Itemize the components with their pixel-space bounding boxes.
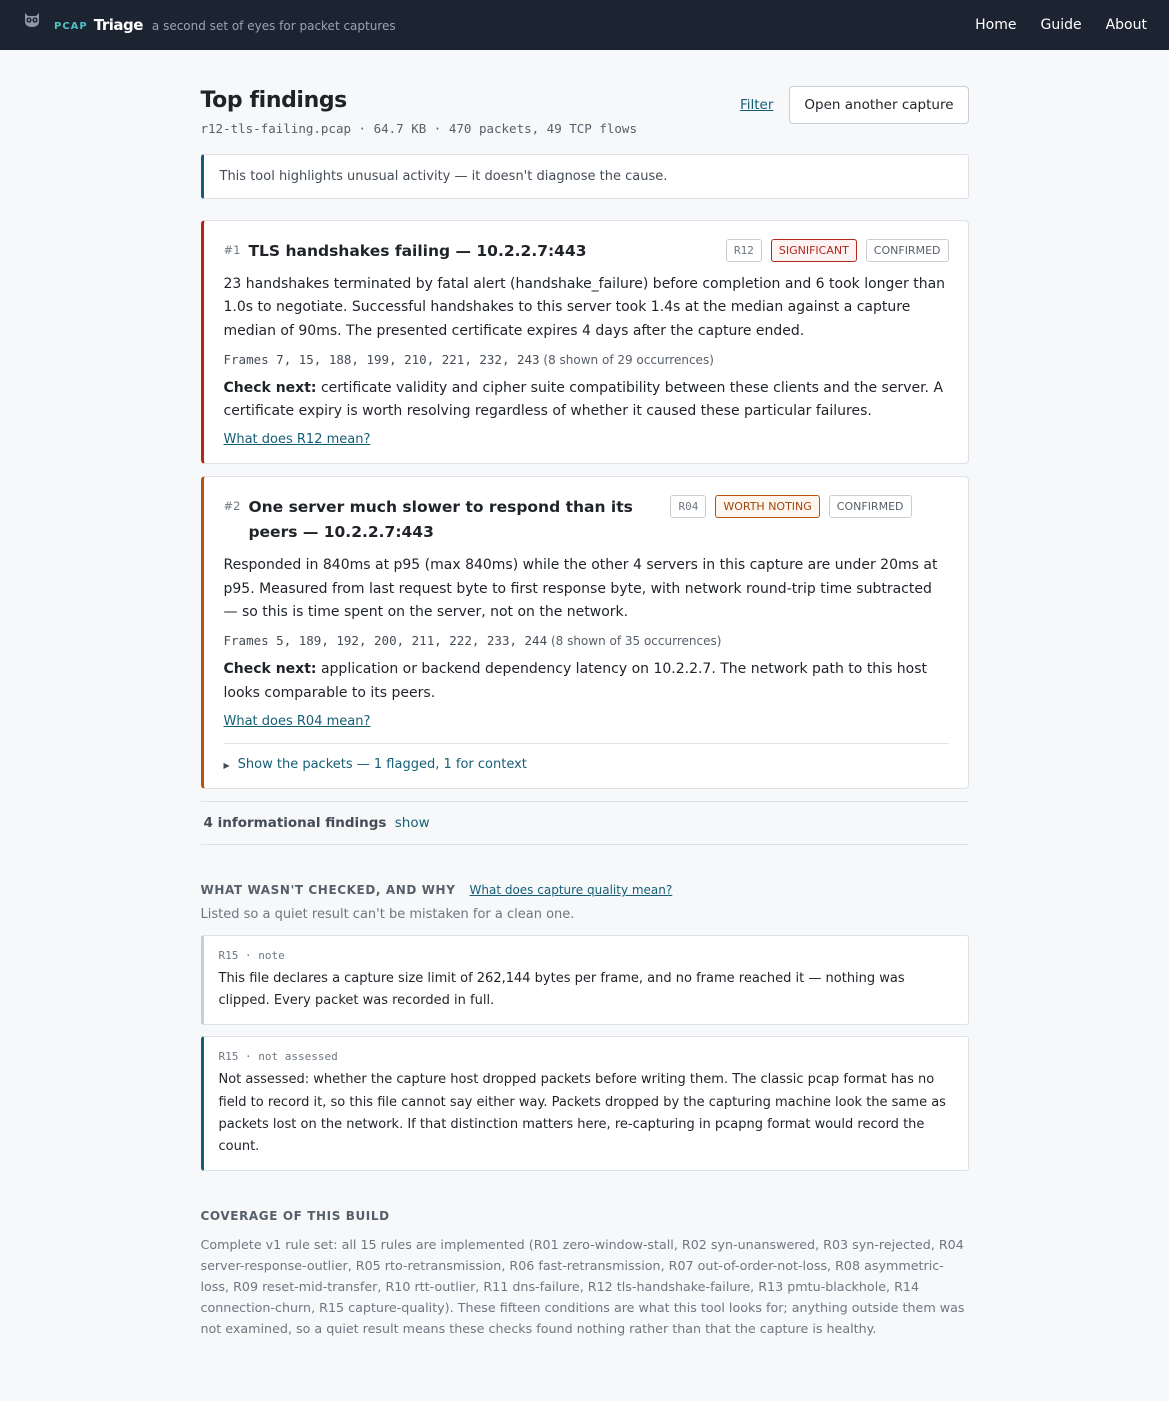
check-next-label: Check next: xyxy=(223,661,317,678)
check-next-text: application or backend dependency latency on 10.2.2.7. The network path to this host looks comparable to its peers. xyxy=(223,661,928,701)
show-packets-toggle[interactable] xyxy=(224,743,949,772)
frame-count-note: (8 shown of 29 occurrences) xyxy=(543,352,714,367)
disclaimer-notice: This tool highlights unusual activity — it doesn't diagnose the cause. xyxy=(201,154,969,199)
frame-list: Frames 7, 15, 188, 199, 210, 221, 232, 243 xyxy=(223,351,540,367)
not-checked-heading: WHAT WASN'T CHECKED, AND WHY xyxy=(200,882,456,897)
informational-findings-row xyxy=(201,801,969,845)
main-content xyxy=(201,50,969,1339)
coverage-heading: COVERAGE OF THIS BUILD xyxy=(200,1209,390,1224)
quality-note-tag: R15 · not assessed xyxy=(218,1050,338,1064)
brand-name[interactable]: Triage xyxy=(93,16,143,34)
rule-badge: R04 xyxy=(670,495,706,518)
check-next-label: Check next: xyxy=(223,379,317,396)
status-badge: CONFIRMED xyxy=(866,239,949,262)
quality-note xyxy=(201,935,969,1025)
finding-title: TLS handshakes failing — 10.2.2.7:443 xyxy=(248,242,587,260)
frame-list: Frames 5, 189, 192, 200, 211, 222, 233, 244 xyxy=(223,633,548,649)
finding-card xyxy=(201,476,969,788)
quality-note-tag: R15 · note xyxy=(218,948,285,962)
finding-card xyxy=(201,220,969,464)
capture-file-meta: r12-tls-failing.pcap · 64.7 KB · 470 packets, 49 TCP flows xyxy=(200,121,637,136)
status-badge: CONFIRMED xyxy=(829,495,912,518)
rule-meaning-link[interactable]: What does R12 mean? xyxy=(223,432,371,448)
informational-count: 4 informational findings xyxy=(203,814,387,831)
severity-badge: SIGNIFICANT xyxy=(771,239,857,262)
tagline: a second set of eyes for packet captures xyxy=(151,19,396,33)
top-nav-bar xyxy=(0,0,1169,50)
rule-badge: R12 xyxy=(726,239,762,262)
nav-guide-link[interactable]: Guide xyxy=(1040,17,1082,33)
nav-home-link[interactable]: Home xyxy=(975,17,1017,33)
coverage-text: Complete v1 rule set: all 15 rules are implemented (R01 zero-window-stall, R02 syn-unanswered, R03 syn-rejected, R04 server-response-outlier, R05 rto-retransmission, R06 fast-retransmission, R07 out-of-order-not-loss, R08 asymmetric-loss, R09 reset-mid-transfer, R10 rtt-outlier, R11 dns-failure, R12 tls-handshake-failure, R13 pmtu-blackhole, R14 connection-churn, R15 capture-quality). These fifteen conditions are what this tool looks for; anything outside them was not examined, so a quiet result means these checks found nothing rather than that the capture is healthy. xyxy=(200,1237,965,1337)
filter-link[interactable]: Filter xyxy=(739,97,774,113)
nav-about-link[interactable]: About xyxy=(1105,17,1147,33)
finding-number: #2 xyxy=(223,499,241,514)
page-title: Top findings xyxy=(200,88,347,113)
not-checked-heading-row xyxy=(201,883,969,897)
finding-frames xyxy=(224,352,949,367)
frame-count-note: (8 shown of 35 occurrences) xyxy=(550,634,722,649)
owl-logo-icon xyxy=(22,9,42,29)
open-another-capture-button[interactable]: Open another capture xyxy=(789,86,968,124)
check-next xyxy=(224,658,949,705)
check-next xyxy=(224,377,949,424)
brand-prefix: PCAP xyxy=(54,20,88,32)
capture-quality-link[interactable]: What does capture quality mean? xyxy=(469,882,673,897)
quality-note xyxy=(201,1036,969,1171)
quality-note-text: This file declares a capture size limit of 262,144 bytes per frame, and no frame reached it — nothing was clipped. Every packet was recorded in full. xyxy=(218,970,905,1009)
finding-title: One server much slower to respond than its peers — 10.2.2.7:443 xyxy=(248,498,633,542)
finding-description: Responded in 840ms at p95 (max 840ms) while the other 4 servers in this capture are under 20ms at p95. Measured from last request byte to first response byte, with network round-trip time subtracted — so this is time spent on the server, not on the network. xyxy=(223,557,938,621)
not-checked-subtitle: Listed so a quiet result can't be mistaken for a clean one. xyxy=(200,906,575,922)
check-next-text: certificate validity and cipher suite compatibility between these clients and the server. A certificate expiry is worth resolving regardless of whether it caused these particular failures. xyxy=(223,379,944,420)
page-header xyxy=(201,88,969,136)
finding-description: 23 handshakes terminated by fatal alert (handshake_failure) before completion and 6 took longer than 1.0s to negotiate. Successful handshakes to this server took 1.4s at the median against a capture median of 90ms. The presented certificate expires 4 days after the capture ended. xyxy=(223,276,946,339)
header-actions xyxy=(740,86,969,124)
show-packets-label: Show the packets — 1 flagged, 1 for context xyxy=(237,756,527,772)
disclosure-triangle-icon: ▶ xyxy=(223,760,230,770)
finding-frames xyxy=(224,633,949,648)
rule-meaning-link[interactable]: What does R04 mean? xyxy=(223,713,371,729)
main-nav xyxy=(975,17,1147,33)
severity-badge: WORTH NOTING xyxy=(715,495,819,518)
quality-note-text: Not assessed: whether the capture host dropped packets before writing them. The classic pcap format has no field to record it, so this file cannot say either way. Packets dropped by the capturing machine look the same as packets lost on the network. If that distinction matters here, re-capturing in pcapng format would record the count. xyxy=(218,1072,946,1154)
finding-number: #1 xyxy=(223,243,241,257)
show-informational-link[interactable]: show xyxy=(394,814,430,831)
